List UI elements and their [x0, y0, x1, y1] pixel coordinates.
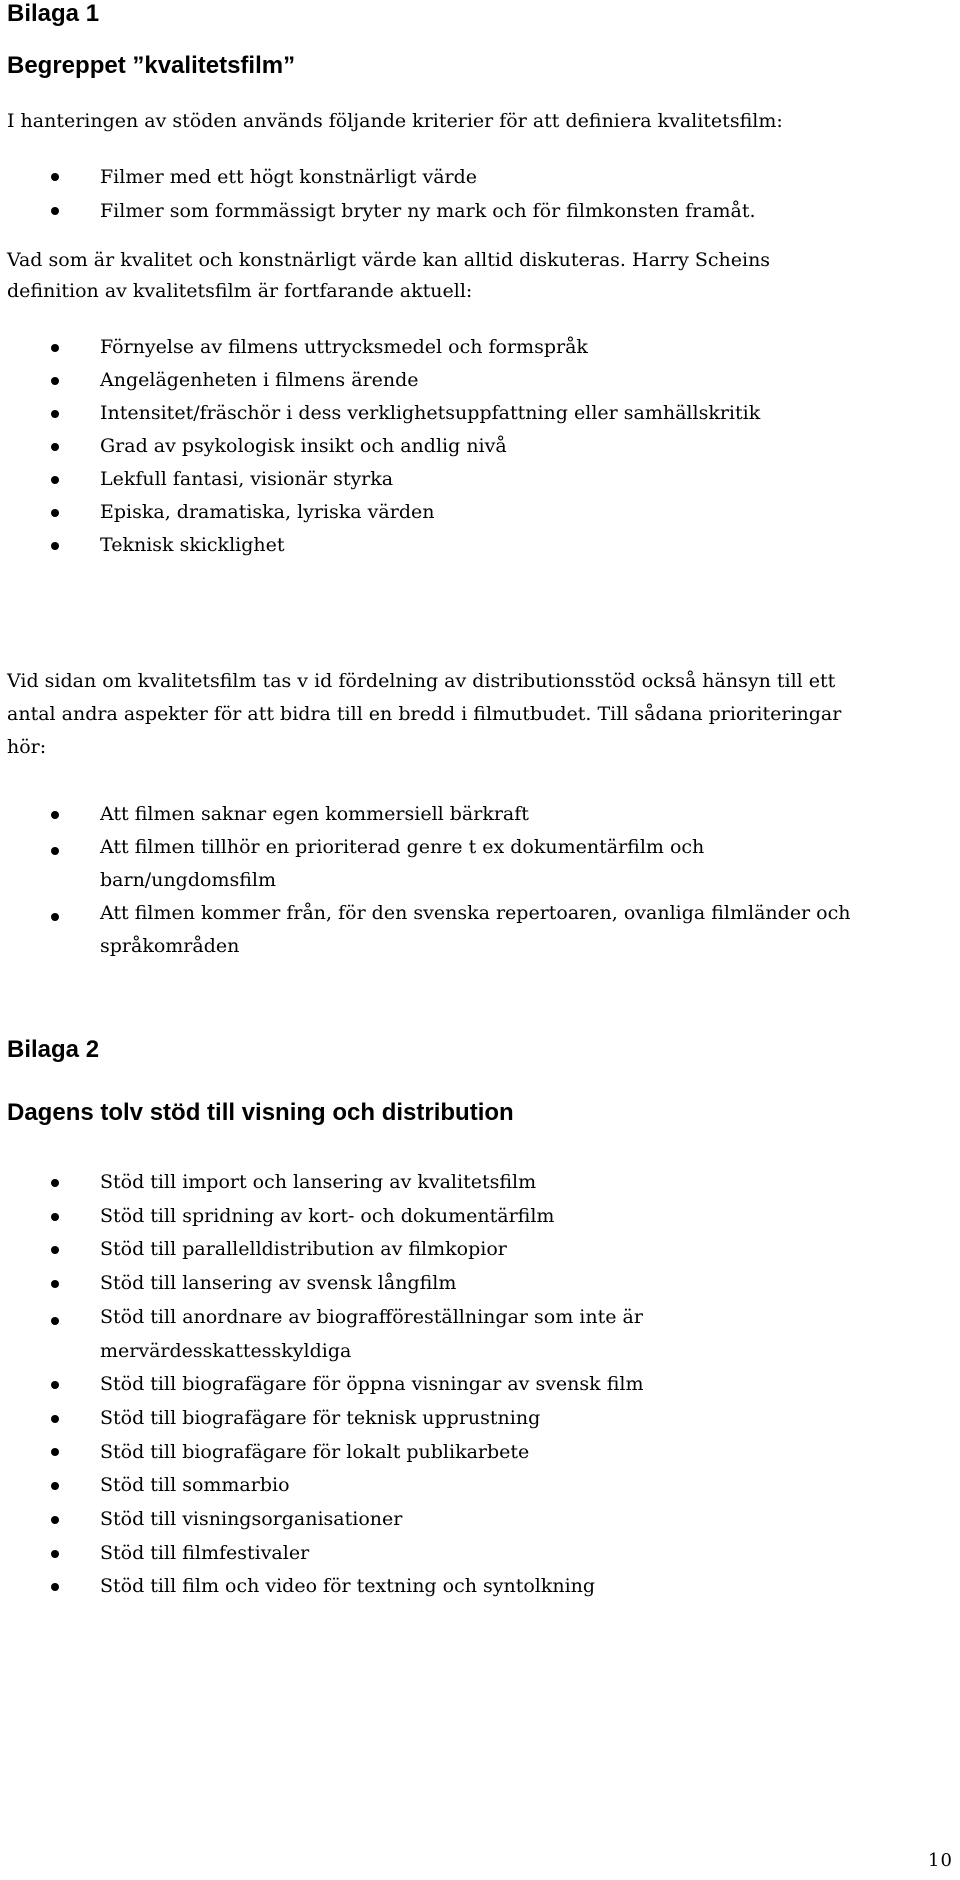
list-item: Att filmen kommer från, för den svenska repertoaren, ovanliga filmländer och språkområden	[0, 897, 960, 963]
paragraph-line: definition av kvalitetsfilm är fortfarande aktuell:	[7, 280, 473, 302]
appendix-1-label: Bilaga 1	[7, 0, 100, 27]
page-number: 10	[928, 1850, 953, 1871]
list-item: Stöd till spridning av kort- och dokumentärfilm	[0, 1200, 960, 1234]
list-item: Att filmen tillhör en prioriterad genre t ex dokumentärfilm och barn/ungdomsfilm	[0, 831, 960, 897]
criteria-intro: I hanteringen av stöden används följande kriterier för att definiera kvalitetsfilm:	[7, 110, 783, 132]
list-item: Grad av psykologisk insikt och andlig nivå	[0, 430, 960, 463]
support-list	[0, 1166, 960, 1604]
list-item: Stöd till import och lansering av kvalitetsfilm	[0, 1166, 960, 1200]
appendix-1-title: Begreppet ”kvalitetsfilm”	[7, 52, 296, 79]
paragraph-line: Vad som är kvalitet och konstnärligt värde kan alltid diskuteras. Harry Scheins	[7, 249, 771, 271]
list-item: Stöd till biografägare för öppna visningar av svensk film	[0, 1368, 960, 1402]
list-item: Angelägenheten i filmens ärende	[0, 364, 960, 397]
paragraph-line: hör:	[7, 736, 47, 758]
list-item: Stöd till anordnare av biografföreställningar som inte är mervärdesskattesskyldiga	[0, 1301, 960, 1368]
list-item: Stöd till sommarbio	[0, 1469, 960, 1503]
list-item: Episka, dramatiska, lyriska värden	[0, 496, 960, 529]
paragraph-line: Vid sidan om kvalitetsfilm tas v id fördelning av distributionsstöd också hänsyn till ett	[7, 670, 836, 692]
list-item: Stöd till film och video för textning och syntolkning	[0, 1570, 960, 1604]
list-item: Intensitet/fräschör i dess verklighetsuppfattning eller samhällskritik	[0, 397, 960, 430]
paragraph-line: antal andra aspekter för att bidra till en bredd i filmutbudet. Till sådana prioriteringar	[7, 703, 842, 725]
list-item: Stöd till biografägare för teknisk upprustning	[0, 1402, 960, 1436]
list-item: Teknisk skicklighet	[0, 529, 960, 562]
list-item: Förnyelse av filmens uttrycksmedel och formspråk	[0, 331, 960, 364]
list-item: Filmer med ett högt konstnärligt värde	[0, 160, 960, 194]
list-item: Stöd till filmfestivaler	[0, 1537, 960, 1571]
aspects-list	[0, 798, 960, 963]
list-item: Att filmen saknar egen kommersiell bärkraft	[0, 798, 960, 831]
appendix-2-title: Dagens tolv stöd till visning och distribution	[7, 1099, 514, 1126]
criteria-list	[0, 160, 960, 228]
list-item: Stöd till biografägare för lokalt publikarbete	[0, 1436, 960, 1470]
list-item: Stöd till lansering av svensk långfilm	[0, 1267, 960, 1301]
list-item: Stöd till parallelldistribution av filmkopior	[0, 1233, 960, 1267]
list-item: Filmer som formmässigt bryter ny mark och för filmkonsten framåt.	[0, 194, 960, 228]
schein-criteria-list	[0, 331, 960, 562]
list-item: Lekfull fantasi, visionär styrka	[0, 463, 960, 496]
list-item: Stöd till visningsorganisationer	[0, 1503, 960, 1537]
appendix-2-label: Bilaga 2	[7, 1036, 100, 1063]
